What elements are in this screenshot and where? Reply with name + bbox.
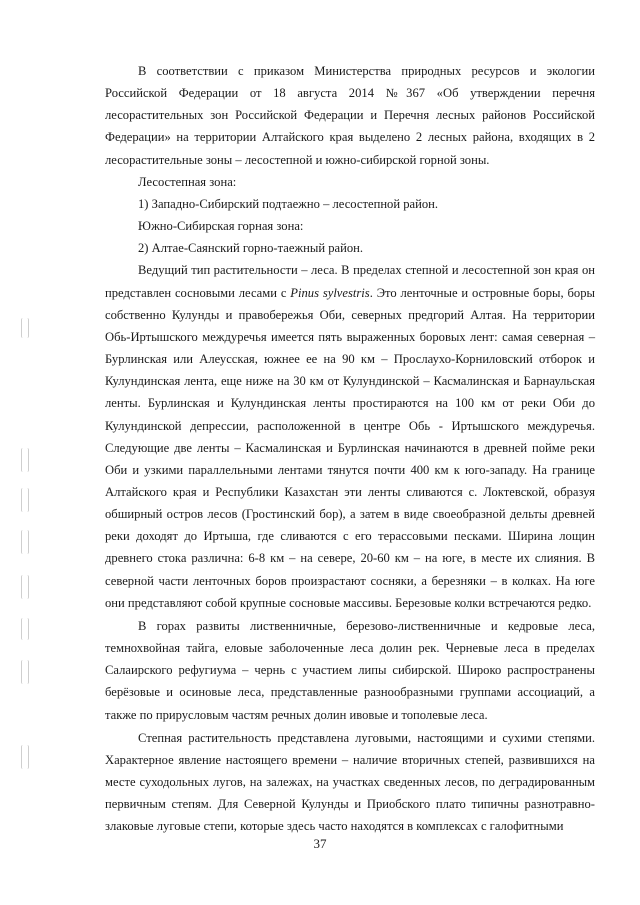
- vegetation-text-a: Ведущий тип растительности – леса. В пределах степной и лесостепной зон края он представлен сосновыми лесами с: [105, 263, 595, 300]
- species-name: Pinus sylvestris: [290, 285, 370, 300]
- zone-title-forest-steppe: Лесостепная зона:: [138, 174, 237, 189]
- zone-item-west-siberian: 1) Западно-Сибирский подтаежно – лесостепной район.: [138, 196, 439, 211]
- vegetation-paragraph: [105, 259, 595, 614]
- scan-binding-mark: [21, 318, 29, 338]
- scan-binding-mark: [21, 575, 29, 599]
- scan-binding-mark: [21, 618, 29, 640]
- steppe-paragraph: Степная растительность представлена луговыми, настоящими и сухими степями. Характерное явление настоящего времени – наличие вторичных степей, развившихся на месте суходольных лугов, на залежах, на участках сведенных лесов, по деградированным первичным степям. Для Северной Кулунды и Приобского плато типичны разнотравно-злаковые луговые степи, которые здесь часто находятся в комплексах с галофитными: [105, 730, 595, 834]
- vegetation-text-b: . Это ленточные и островные боры, боры собственно Кулунды и правобережья Оби, северных предгорий Алтая. На территории Обь-Иртышского междуречья имеется пять выраженных боровых лент: самая северная – Бурлинская или Алеусская, южнее ее на 90 км – Прослаухо-Корниловский отборок и Кулундинская лента, еще ниже на 30 км от Кулундинской – Касмалинская и Барнаульская ленты. Бурлинская и Кулундинская ленты простираются на 100 км от реки Оби до Кулундинской депрессии, расположенной в центре Обь - Иртышского междуречья. Следующие две ленты – Касмалинская и Бурлинская начинаются в древней пойме реки Оби и узкими параллельными лентами тянутся почти 400 км к юго-западу. На границе Алтайского края и Республики Казахстан эти ленты сливаются с. Локтевской, образуя обширный остров лесов (Гростинский бор), а затем в виде своеобразной дельты древней реки доходят до Иртыша, где сливаются с его терассовыми песками. Ширина лощин древнего стока различна: 6-8 км – на севере, 20-60 км – на юге, в месте их слияния. В северной части ленточных боров произрастают сосняки, а березняки – в колках. На юге они представляют собой крупные сосновые массивы. Березовые колки встречаются редко.: [105, 285, 595, 610]
- scan-binding-mark: [21, 530, 29, 554]
- zone-title-south-siberian: Южно-Сибирская горная зона:: [138, 219, 304, 234]
- scan-binding-mark: [21, 488, 29, 512]
- intro-paragraph: В соответствии с приказом Министерства природных ресурсов и экологии Российской Федерации от 18 августа 2014 №367 «Об утверждении перечня лесорастительных зон Российской Федерации и Перечня лесных районов Российской Федерации» на территории Алтайского края выделено 2 лесных района, входящих в 2 лесорастительные зоны – лесостепной и южно-сибирской горной зоны.: [105, 64, 595, 167]
- document-body: [105, 60, 595, 837]
- page-number: 37: [313, 836, 327, 851]
- zone-item-altai-sayan: 2) Алтае-Саянский горно-таежный район.: [138, 241, 364, 256]
- scan-binding-mark: [21, 745, 29, 769]
- mountain-forests-paragraph: В горах развиты лиственничные, березово-лиственничные и кедровые леса, темнохвойная тайга, еловые заболоченные леса долин рек. Черневые леса в пределах Салаирского рефугиума – чернь с участием липы сибирской. Широко распространены берёзовые и осиновые леса, представленные разнообразными группами ассоциаций, а также по прирусловым частям речных долин ивовые и тополевые леса.: [105, 618, 595, 722]
- scan-binding-mark: [21, 448, 29, 472]
- scan-binding-mark: [21, 660, 29, 684]
